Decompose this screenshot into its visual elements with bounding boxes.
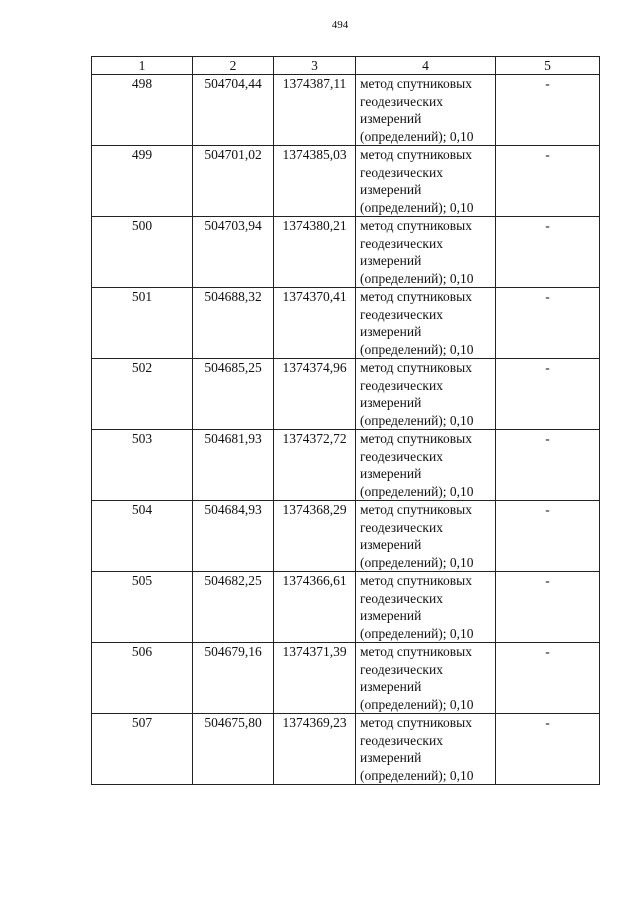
point-number: 503 (92, 430, 193, 501)
header-cell-3: 3 (274, 57, 356, 75)
table-row (92, 75, 600, 146)
method-text: метод спутниковых геодезических измерений (определений); 0,10 (360, 289, 474, 357)
method-cell (356, 288, 496, 359)
table-row (92, 572, 600, 643)
note-cell: - (496, 146, 600, 217)
y-coordinate: 1374366,61 (274, 572, 356, 643)
method-cell (356, 217, 496, 288)
method-cell (356, 501, 496, 572)
table-row (92, 430, 600, 501)
y-coordinate: 1374371,39 (274, 643, 356, 714)
y-coordinate: 1374368,29 (274, 501, 356, 572)
method-cell (356, 75, 496, 146)
x-coordinate: 504681,93 (193, 430, 274, 501)
y-coordinate: 1374370,41 (274, 288, 356, 359)
table-row (92, 288, 600, 359)
table-row (92, 501, 600, 572)
method-text: метод спутниковых геодезических измерений (определений); 0,10 (360, 431, 474, 499)
header-cell-2: 2 (193, 57, 274, 75)
x-coordinate: 504688,32 (193, 288, 274, 359)
y-coordinate: 1374387,11 (274, 75, 356, 146)
method-text: метод спутниковых геодезических измерений (определений); 0,10 (360, 715, 474, 783)
header-cell-5: 5 (496, 57, 600, 75)
point-number: 507 (92, 714, 193, 785)
coordinates-table (91, 56, 600, 785)
method-text: метод спутниковых геодезических измерений (определений); 0,10 (360, 644, 474, 712)
note-cell: - (496, 75, 600, 146)
method-text: метод спутниковых геодезических измерений (определений); 0,10 (360, 573, 474, 641)
method-cell (356, 714, 496, 785)
note-cell: - (496, 714, 600, 785)
table-row (92, 217, 600, 288)
method-text: метод спутниковых геодезических измерений (определений); 0,10 (360, 147, 474, 215)
x-coordinate: 504703,94 (193, 217, 274, 288)
note-cell: - (496, 430, 600, 501)
method-cell (356, 359, 496, 430)
x-coordinate: 504682,25 (193, 572, 274, 643)
x-coordinate: 504679,16 (193, 643, 274, 714)
x-coordinate: 504704,44 (193, 75, 274, 146)
table-row (92, 359, 600, 430)
table-row (92, 714, 600, 785)
y-coordinate: 1374374,96 (274, 359, 356, 430)
point-number: 501 (92, 288, 193, 359)
page-number: 494 (331, 19, 349, 31)
note-cell: - (496, 572, 600, 643)
x-coordinate: 504684,93 (193, 501, 274, 572)
method-text: метод спутниковых геодезических измерений (определений); 0,10 (360, 76, 474, 144)
method-cell (356, 146, 496, 217)
note-cell: - (496, 501, 600, 572)
x-coordinate: 504701,02 (193, 146, 274, 217)
point-number: 500 (92, 217, 193, 288)
point-number: 505 (92, 572, 193, 643)
point-number: 504 (92, 501, 193, 572)
header-cell-1: 1 (92, 57, 193, 75)
note-cell: - (496, 643, 600, 714)
point-number: 499 (92, 146, 193, 217)
method-cell (356, 643, 496, 714)
point-number: 506 (92, 643, 193, 714)
note-cell: - (496, 288, 600, 359)
x-coordinate: 504675,80 (193, 714, 274, 785)
note-cell: - (496, 359, 600, 430)
method-cell (356, 572, 496, 643)
y-coordinate: 1374385,03 (274, 146, 356, 217)
method-cell (356, 430, 496, 501)
x-coordinate: 504685,25 (193, 359, 274, 430)
method-text: метод спутниковых геодезических измерений (определений); 0,10 (360, 218, 474, 286)
method-text: метод спутниковых геодезических измерений (определений); 0,10 (360, 360, 474, 428)
table-row (92, 643, 600, 714)
header-row (92, 57, 600, 75)
point-number: 502 (92, 359, 193, 430)
table-body (92, 75, 600, 785)
note-cell: - (496, 217, 600, 288)
point-number: 498 (92, 75, 193, 146)
y-coordinate: 1374372,72 (274, 430, 356, 501)
method-text: метод спутниковых геодезических измерений (определений); 0,10 (360, 502, 474, 570)
y-coordinate: 1374369,23 (274, 714, 356, 785)
table-header (92, 57, 600, 75)
y-coordinate: 1374380,21 (274, 217, 356, 288)
header-cell-4: 4 (356, 57, 496, 75)
table-row (92, 146, 600, 217)
